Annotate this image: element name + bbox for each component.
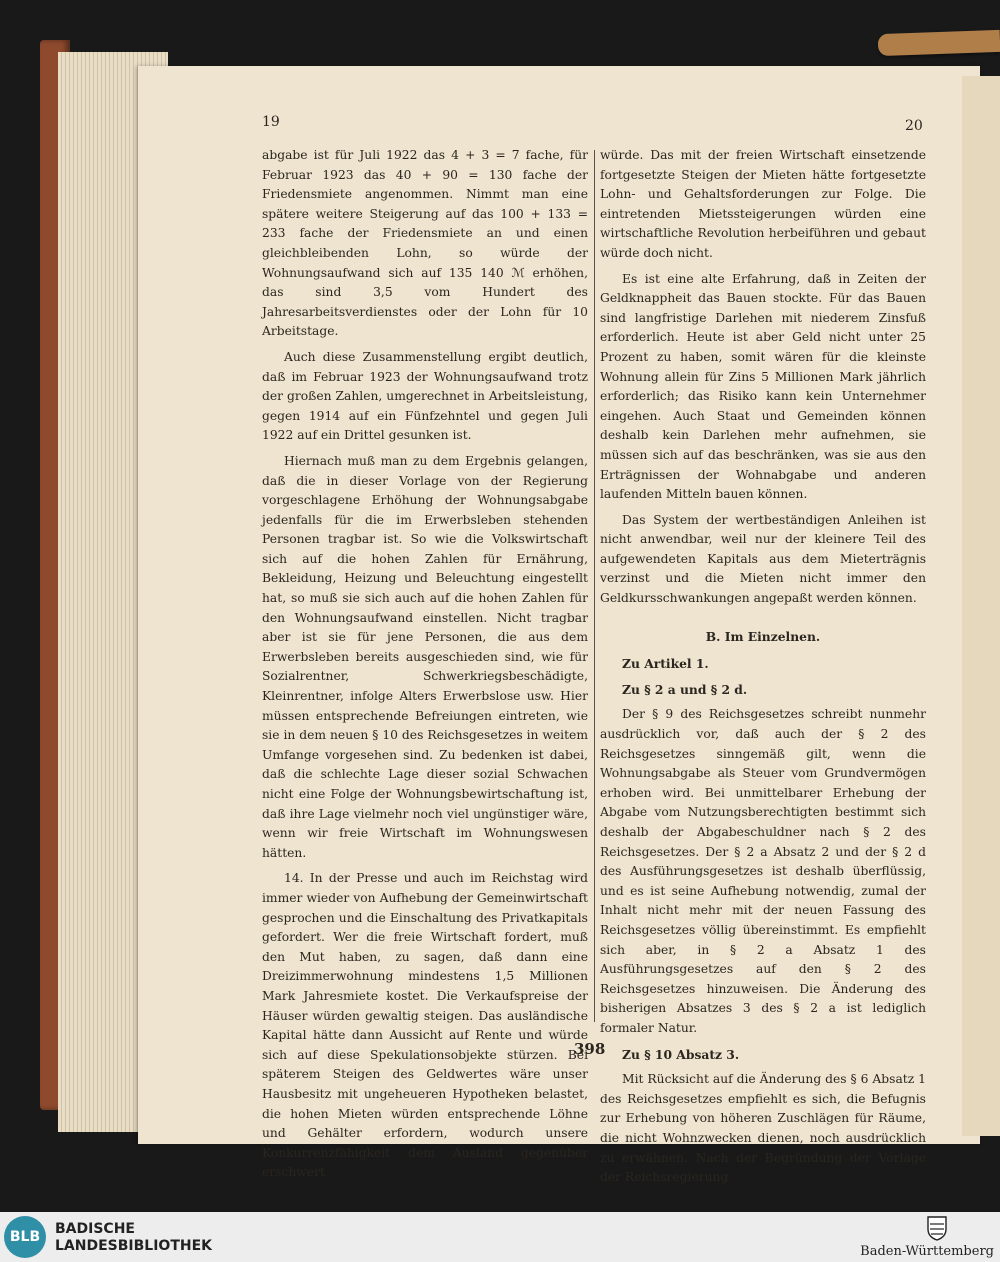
library-name-line2: LANDESBIBLIOTHEK: [55, 1238, 213, 1254]
viewer-footer-bar: [0, 1212, 1000, 1262]
page-number-left: 19: [262, 114, 280, 130]
paragraph: würde. Das mit der freien Wirtschaft einsetzende fortgesetzte Steigen der Mieten hätte fortgesetzte Lohn- und Gehaltsforderungen zur Folge. Die eintretenden Mietssteigerungen würden eine wirtschaftliche Revolution herbeiführen und gebaut würde doch nicht.: [600, 148, 926, 260]
section-heading: B. Im Einzelnen.: [705, 628, 821, 644]
column-divider: [594, 150, 595, 1022]
printed-page-number: 398: [574, 1040, 606, 1058]
subsection-heading: Zu Artikel 1.: [622, 656, 709, 672]
coat-of-arms-icon: [926, 1215, 948, 1241]
paragraph: Es ist eine alte Erfahrung, daß in Zeiten der Geldknappheit das Bauen stockte. Für das Bauen sind langfristige Darlehen mit niederem Zinsfuß erforderlich. Heute ist aber Geld nicht unter 25 Prozent zu haben, somit wären für die kleinste Wohnung allein für Zins 5 Millionen Mark jährlich erforderlich; das Risiko kann kein Unternehmer eingehen. Auch Staat und Gemeinden können deshalb kein Darlehen mehr aufnehmen, sie müssen sich auf das beschränken, was sie aus den Erträgnissen der Wohnabgabe und anderen laufenden Mitteln bauen können.: [600, 271, 926, 502]
paragraph: Der § 9 des Reichsgesetzes schreibt nunmehr ausdrücklich vor, daß auch der § 2 des Reichsgesetzes sinngemäß gilt, wenn die Wohnungsabgabe als Steuer vom Grundvermögen erhoben wird. Bei unmittelbarer Erhebung der Abgabe vom Nutzungsberechtigten bestimmt sich deshalb der Abgabeschuldner nach § 2 des Reichsgesetzes. Der § 2 a Absatz 2 und der § 2 d des Ausführungsgesetzes ist deshalb überflüssig, und es ist seine Aufhebung notwendig, zumal der Inhalt nicht mehr mit der neuen Fassung des Reichsgesetzes völlig übereinstimmt. Es empfiehlt sich aber, in § 2 a Absatz 1 des Ausführungsgesetzes auf den § 2 des Reichsgesetzes hinzuweisen. Die Änderung des bisherigen Absatzes 3 des § 2 a ist lediglich formaler Natur.: [600, 707, 926, 1035]
bookmark-ribbon: [878, 30, 1000, 56]
library-name[interactable]: [55, 1221, 212, 1255]
page-number-right: 20: [905, 118, 923, 134]
paragraph: Hiernach muß man zu dem Ergebnis gelangen, daß die in dieser Vorlage von der Regierung vorgeschlagene Erhöhung der Wohnungsabgabe jedenfalls für die im Erwerbsleben stehenden Personen tragbar ist. So wie die Volkswirtschaft sich auf die hohen Zahlen für Ernährung, Bekleidung, Heizung und Beleuchtung eingestellt hat, so muß sie sich auch auf die hohen Zahlen für den Wohnungsaufwand einstellen. Nicht tragbar aber ist sie für jene Personen, die aus dem Erwerbsleben bereits ausgeschieden sind, wie für Sozialrentner, Schwerkriegsbeschädigte, Kleinrentner, infolge Alters Erwerbslose usw. Hier müssen entsprechende Befreiungen eintreten, wie sie in dem neuen § 10 des Reichsgesetzes in weitem Umfange vorgesehen sind. Zu bedenken ist dabei, daß die schlechte Lage dieser sozial Schwachen nicht eine Folge der Wohnungsbewirtschaftung ist, daß ihre Lage vielmehr noch viel ungünstiger wäre, wenn wir freie Wirtschaft im Wohnungswesen hätten.: [262, 453, 588, 860]
library-name-line1: BADISCHE: [55, 1221, 135, 1237]
paragraph: abgabe ist für Juli 1922 das 4 + 3 = 7 fache, für Februar 1923 das 40 + 90 = 130 fache der Friedensmiete angenommen. Nimmt man eine spätere weitere Steigerung auf das 100 + 133 = 233 fache der Friedensmiete an und einen gleichbleibenden Lohn, so würde der Wohnungsaufwand sich auf 135 140 ℳ erhöhen, das sind 3,5 vom Hundert des Jahresarbeitsverdienstes oder der Lohn für 10 Arbeitstage.: [262, 148, 588, 339]
subsection-heading: Zu § 2 a und § 2 d.: [622, 681, 748, 697]
subsection-heading: Zu § 10 Absatz 3.: [622, 1046, 740, 1062]
paragraph: Mit Rücksicht auf die Änderung des § 6 Absatz 1 des Reichsgesetzes empfiehlt es sich, die Befugnis zur Erhebung von höheren Zuschlägen für Räume, die nicht Wohnzwecken dienen, noch ausdrücklich zu erwähnen. Nach der Begründung der Vorlage der Reichsregierung: [600, 1072, 926, 1185]
blb-logo[interactable]: BLB: [4, 1216, 46, 1258]
left-text-column: [262, 146, 588, 1189]
paragraph: Das System der wertbeständigen Anleihen ist nicht anwendbar, weil nur der kleinere Teil des aufgewendeten Kapitals aus dem Mieterträgnis verzinst und die Mieten nicht immer den Geldkursschwankungen angepaßt werden können.: [600, 512, 926, 606]
right-text-column: [600, 146, 926, 1194]
paragraph: 14. In der Presse und auch im Reichstag wird immer wieder von Aufhebung der Gemeinwirtschaft gesprochen und die Einschaltung des Privatkapitals gefordert. Wer die freie Wirtschaft fordert, muß den Mut haben, zu sagen, daß dann eine Dreizimmerwohnung mindestens 1,5 Millionen Mark Jahresmiete kostet. Die Verkaufspreise der Häuser würden gewaltig steigen. Das ausländische Kapital hätte dann Aussicht auf Rente und würde sich auf diese Spekulationsobjekte stürzen. Bei späterem Steigen des Geldwertes wäre unser Hausbesitz mit ungeheueren Hypotheken belastet, die hohen Mieten würden entsprechende Löhne und Gehälter erfordern, wodurch unsere Konkurrenzfähigkeit dem Ausland gegenüber erschwert: [262, 871, 588, 1180]
paragraph: Auch diese Zusammenstellung ergibt deutlich, daß im Februar 1923 der Wohnungsaufwand trotz der großen Zahlen, umgerechnet in Arbeitsleistung, gegen 1914 auf ein Fünfzehntel und gegen Juli 1922 auf ein Drittel gesunken ist.: [262, 349, 588, 443]
facing-page-edge: [962, 76, 1000, 1136]
state-name[interactable]: Baden-Württemberg: [860, 1244, 994, 1259]
